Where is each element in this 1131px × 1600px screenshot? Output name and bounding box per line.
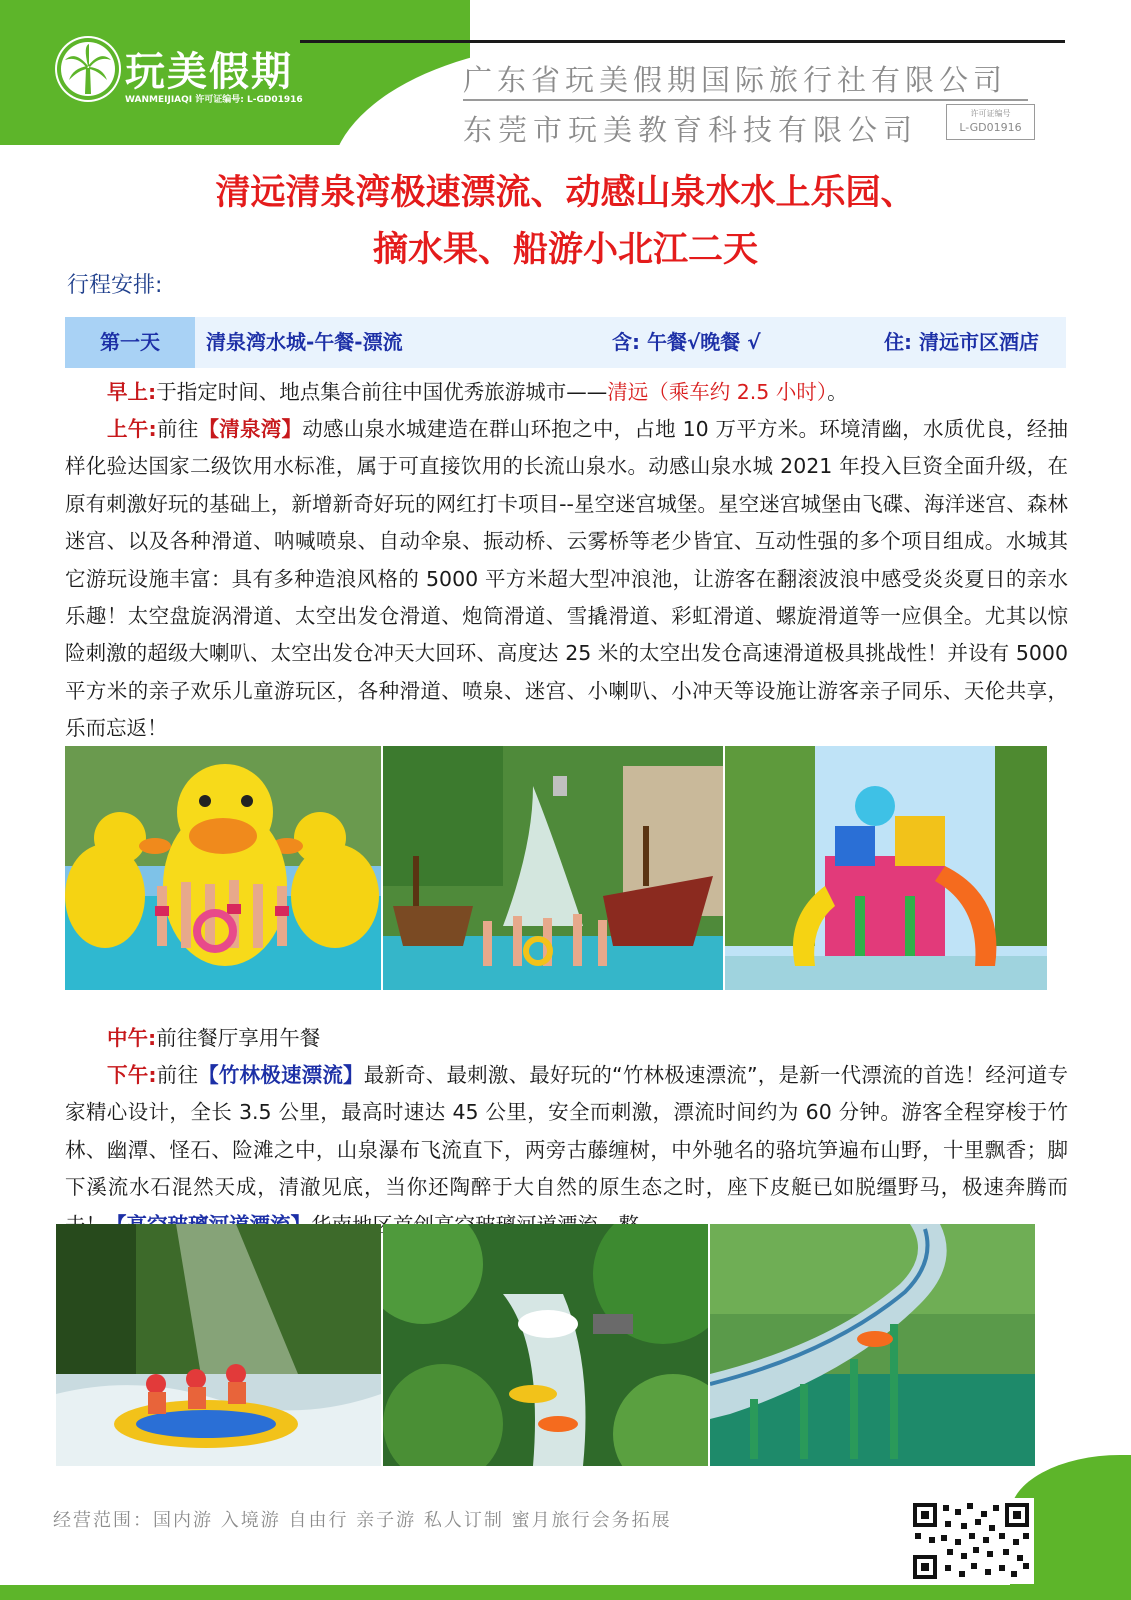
license-number: L-GD01916 — [959, 121, 1022, 134]
day-1-label: 第一天 — [65, 317, 195, 368]
license-box — [946, 104, 1035, 140]
noon-paragraph — [65, 1020, 1068, 1057]
day-1-hotel: 住: 清远市区酒店 — [884, 330, 1039, 354]
qr-code-icon — [908, 1498, 1034, 1584]
afternoon-tag: 下午: — [107, 1063, 157, 1087]
forenoon-tag: 上午: — [107, 417, 157, 441]
tour-title-line-1: 清远清泉湾极速漂流、动感山泉水水上乐园、 — [215, 173, 916, 213]
company-name-1: 广东省玩美假期国际旅行社有限公司 — [463, 63, 1008, 97]
bamboo-rafting-highlight: 【竹林极速漂流】 — [198, 1063, 364, 1087]
forenoon-pre: 前往 — [156, 417, 199, 441]
morning-tag: 早上: — [107, 380, 157, 404]
company-divider — [463, 99, 1028, 101]
morning-text: 于指定时间、地点集合前往中国优秀旅游城市—— — [156, 380, 608, 404]
yellow-duck-photo — [65, 746, 381, 990]
business-scope: 经营范围：国内游 入境游 自由行 亲子游 私人订制 蜜月旅行会务拓展 — [53, 1510, 672, 1531]
glass-channel-photo — [710, 1224, 1035, 1466]
itinerary-heading: 行程安排: — [67, 273, 163, 298]
morning-destination: 清远（乘车约 2.5 小时） — [607, 380, 828, 404]
forenoon-highlight: 【清泉湾】 — [198, 417, 303, 441]
noon-text: 前往餐厅享用午餐 — [156, 1026, 321, 1050]
forenoon-text: 动感山泉水城建造在群山环抱之中，占地 10 万平方米。环境清幽，水质优良，经抽样化验达国家二级饮用水标准，属于可直接饮用的长流山泉水。动感山泉水城 2021 年投入巨资全面升级，在原有刺激好玩的基础上，新增新奇好玩的网红打卡项目--星空迷宫城堡。星空迷宫城堡由飞碟、海洋迷宫、森林迷宫、以及各种滑道、呐喊喷泉、自动伞泉、振动桥、云雾桥等老少皆宜、互动性强的多个项目组成。水城其它游玩设施丰富：具有多种造浪风格的 5000 平方米超大型冲浪池，让游客在翻滚波浪中感受炎炎夏日的亲水乐趣！太空盘旋涡滑道、太空出发仓滑道、炮筒滑道、雪撬滑道、彩虹滑道、螺旋滑道等一应俱全。尤其以惊险刺激的超级大喇叭、太空出发仓冲天大回环、高度达 25 米的太空出发仓高速滑道极具挑战性！并设有 5000 平方米的亲子欢乐儿童游玩区，各种滑道、喷泉、迷宫、小喇叭、小冲天等设施让游客亲子同乐、天伦共享，乐而忘返！ — [65, 417, 1069, 741]
palm-logo-icon — [55, 36, 121, 102]
forenoon-paragraph — [65, 411, 1068, 748]
brand-name: 玩美假期 — [125, 49, 293, 95]
company-name-2: 东莞市玩美教育科技有限公司 — [463, 113, 919, 147]
day-1-meals: 含: 午餐√晚餐 √ — [612, 330, 761, 354]
brand-subtitle: WANMEIJIAQI 许可证编号: L-GD01916 — [125, 95, 303, 105]
afternoon-pre: 前往 — [156, 1063, 199, 1087]
afternoon-paragraph — [65, 1057, 1068, 1244]
day-1-route: 清泉湾水城-午餐-漂流 — [206, 330, 403, 354]
rafting-boat-photo — [56, 1224, 381, 1466]
pirate-ship-splash-photo — [383, 746, 723, 990]
footer-green-band — [0, 1585, 1131, 1600]
afternoon-text-1: 最新奇、最刺激、最好玩的“竹林极速漂流”，是新一代漂流的首选！经河道专家精心设计，全长 3.5 公里，最高时速达 45 公里，安全而刺激，漂流时间约为 60 分钟。游客全程穿梭于竹林、幽潭、怪石、险滩之中，山泉瀑布飞流直下，两旁古藤缠树，中外驰名的骆坑笋遍布山野，十里飘香；脚下溪流水石混然天成，清澈见底，当你还陶醉于大自然的原生态之时，座下皮艇已如脱缰野马，极速奔腾而 — [65, 1063, 1069, 1200]
water-playground-photo — [725, 746, 1047, 990]
jungle-stream-photo — [383, 1224, 708, 1466]
morning-paragraph — [65, 374, 1068, 411]
tour-title-line-2: 摘水果、船游小北江二天 — [372, 230, 758, 270]
header-top-rule — [300, 40, 1065, 43]
morning-end: 。 — [827, 380, 848, 404]
license-label: 许可证编号 — [970, 109, 1011, 118]
noon-tag: 中午: — [107, 1026, 157, 1050]
